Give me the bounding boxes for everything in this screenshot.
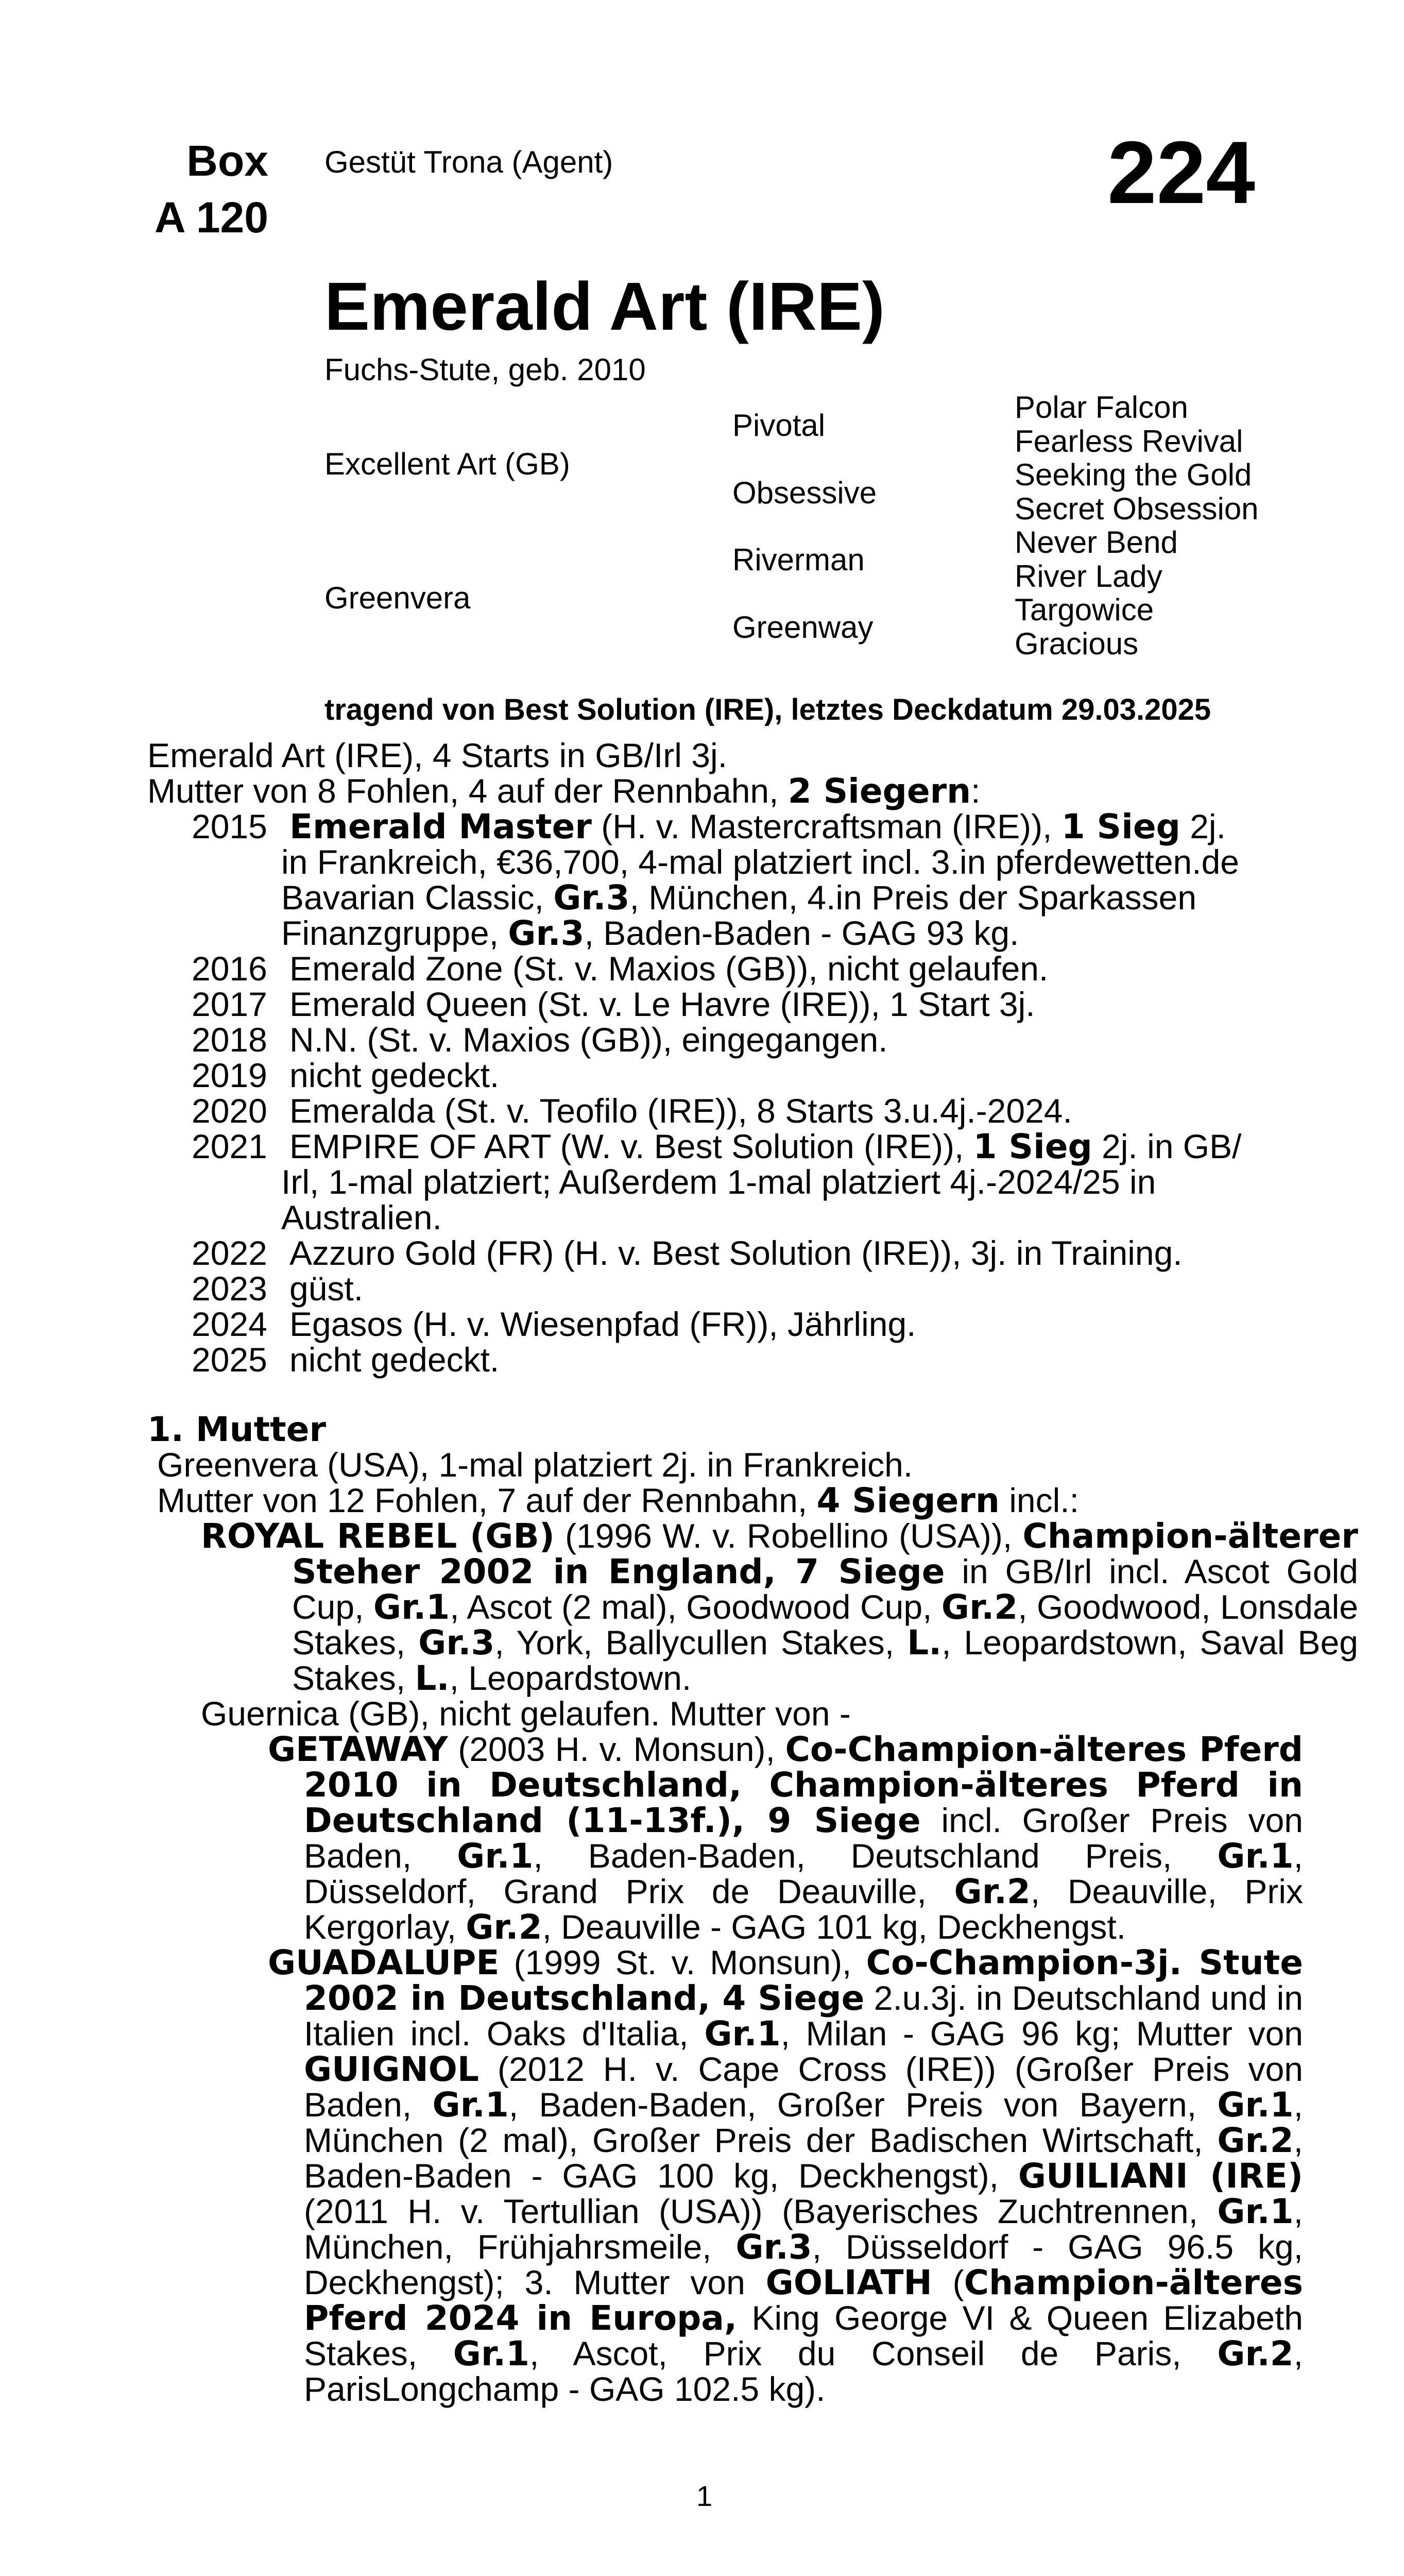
produce-entry-2015-line-3: Bavarian Classic, Gr.3, München, 4.in Preis der Sparkassen: [281, 878, 1197, 918]
mare-produce-summary: Mutter von 8 Fohlen, 4 auf der Rennbahn, 2 Siegern:: [147, 771, 981, 811]
guernica-record: Guernica (GB), nicht gelaufen. Mutter von -: [201, 1694, 851, 1733]
page-number: 1: [696, 2480, 713, 2512]
produce-entry-2021: EMPIRE OF ART (W. v. Best Solution (IRE)), 1 Sieg 2j. in GB/: [289, 1127, 1242, 1166]
first-dam-heading: 1. Mutter: [147, 1410, 327, 1449]
pedigree-sire-dam: Obsessive: [732, 476, 877, 510]
pedigree-ggp-4: Secret Obsession: [1015, 492, 1259, 526]
produce-entry-2023: güst.: [289, 1269, 364, 1308]
pedigree-sire: Excellent Art (GB): [324, 447, 570, 481]
produce-year: 2015: [192, 807, 267, 845]
getaway-entry: GETAWAY (2003 H. v. Monsun), Co-Champion-älteres Pferd 2010 in Deutschland, Champion-älteres Pferd in Deutschland (11-13f.), 9 Siege incl. Großer Preis von Baden, Gr.1, Baden-Baden, Deutschland Preis, Gr.1, Düsseldorf, Grand Prix de Deauville, Gr.2, Deauville, Prix Kergorlay, Gr.2, Deauville - GAG 101 kg, Deckhengst.: [268, 1730, 1303, 1947]
produce-entry-2021-line-2: Irl, 1-mal platziert; Außerdem 1-mal platziert 4j.-2024/25 in: [281, 1163, 1156, 1201]
horse-name: Emerald Art (IRE): [324, 268, 885, 344]
produce-entry-2015: Emerald Master (H. v. Mastercraftsman (IRE)), 1 Sieg 2j.: [289, 807, 1226, 846]
produce-year: 2016: [192, 950, 267, 988]
pedigree-ggp-6: River Lady: [1015, 559, 1162, 594]
royal-rebel-entry: ROYAL REBEL (GB) (1996 W. v. Robellino (USA)), Champion-älterer Steher 2002 in England, 7 Siege in GB/Irl incl. Ascot Gold Cup, Gr.1, Ascot (2 mal), Goodwood Cup, Gr.2, Goodwood, Lonsdale Stakes, Gr.3, York, Ballycullen Stakes, L., Leopardstown, Saval Beg Stakes, L., Leopardstown.: [201, 1516, 1359, 1698]
pedigree-ggp-5: Never Bend: [1015, 525, 1178, 560]
produce-horse-name: Emerald Master: [289, 807, 592, 846]
pedigree-ggp-2: Fearless Revival: [1015, 424, 1243, 459]
pedigree-dam: Greenvera: [324, 581, 471, 615]
produce-year: 2024: [192, 1305, 267, 1343]
first-dam-record: Greenvera (USA), 1-mal platziert 2j. in Frankreich.: [157, 1446, 913, 1484]
produce-entry-2021-line-3: Australien.: [281, 1198, 442, 1236]
produce-entry-2025: nicht gedeckt.: [289, 1341, 500, 1379]
produce-entry-2018: N.N. (St. v. Maxios (GB)), eingegangen.: [289, 1021, 888, 1059]
produce-entry-2017: Emerald Queen (St. v. Le Havre (IRE)), 1 Start 3j.: [289, 985, 1035, 1023]
pedigree-ggp-8: Gracious: [1015, 626, 1139, 661]
produce-year: 2017: [192, 985, 267, 1023]
produce-entry-2019: nicht gedeckt.: [289, 1056, 500, 1094]
mare-starts: Emerald Art (IRE), 4 Starts in GB/Irl 3j.: [147, 736, 727, 774]
royal-rebel-name: ROYAL REBEL (GB): [201, 1516, 555, 1556]
pedigree-ggp-3: Seeking the Gold: [1015, 457, 1252, 492]
guadalupe-name: GUADALUPE: [268, 1943, 500, 1982]
lot-number: 224: [1107, 123, 1255, 222]
produce-year: 2022: [192, 1234, 267, 1272]
mare-winners: 2 Siegern: [787, 771, 971, 811]
covering-info: tragend von Best Solution (IRE), letztes Deckdatum 29.03.2025: [324, 693, 1211, 726]
produce-entry-2015-line-4: Finanzgruppe, Gr.3, Baden-Baden - GAG 93 kg.: [281, 913, 1019, 953]
produce-entry-2022: Azzuro Gold (FR) (H. v. Best Solution (IRE)), 3j. in Training.: [289, 1234, 1183, 1272]
first-dam-produce: Mutter von 12 Fohlen, 7 auf der Rennbahn, 4 Siegern incl.:: [157, 1481, 1079, 1520]
produce-year: 2021: [192, 1127, 267, 1165]
produce-year: 2020: [192, 1092, 267, 1130]
produce-entry-2024: Egasos (H. v. Wiesenpfad (FR)), Jährling.: [289, 1305, 916, 1343]
pedigree-ggp-1: Polar Falcon: [1015, 390, 1188, 425]
getaway-name: GETAWAY: [268, 1730, 448, 1769]
pedigree-dam-sire: Riverman: [732, 543, 865, 577]
produce-year: 2023: [192, 1269, 267, 1308]
produce-year: 2018: [192, 1021, 267, 1059]
box-number: A 120: [154, 193, 268, 242]
box-label: Box: [186, 137, 268, 185]
produce-year: 2025: [192, 1341, 267, 1379]
produce-entry-2015-line-2: in Frankreich, €36,700, 4-mal platziert incl. 3.in pferdewetten.de: [281, 843, 1239, 881]
horse-description: Fuchs-Stute, geb. 2010: [324, 352, 646, 387]
produce-entry-2020: Emeralda (St. v. Teofilo (IRE)), 8 Starts 3.u.4j.-2024.: [289, 1092, 1072, 1130]
pedigree-sire-sire: Pivotal: [732, 408, 826, 443]
guadalupe-entry: GUADALUPE (1999 St. v. Monsun), Co-Champion-3j. Stute 2002 in Deutschland, 4 Siege 2.u.3j. in Deutschland und in Italien incl. Oaks d'Italia, Gr.1, Milan - GAG 96 kg; Mutter von GUIGNOL (2012 H. v. Cape Cross (IRE)) (Großer Preis von Baden, Gr.1, Baden-Baden, Großer Preis von Bayern, Gr.1, München (2 mal), Großer Preis der Badischen Wirtschaft, Gr.2, Baden-Baden - GAG 100 kg, Deckhengst), GUILIANI (IRE) (2011 H. v. Tertullian (USA)) (Bayerisches Zuchtrennen, Gr.1, München, Frühjahrsmeile, Gr.3, Düsseldorf - GAG 96.5 kg, Deckhengst); 3. Mutter von GOLIATH (Champion-älteres Pferd 2024 in Europa, King George VI & Queen Elizabeth Stakes, Gr.1, Ascot, Prix du Conseil de Paris, Gr.2, ParisLongchamp - GAG 102.5 kg).: [268, 1943, 1304, 2408]
produce-year: 2019: [192, 1056, 267, 1094]
consignor: Gestüt Trona (Agent): [324, 145, 613, 179]
pedigree-dam-dam: Greenway: [732, 610, 874, 645]
produce-entry-2016: Emerald Zone (St. v. Maxios (GB)), nicht gelaufen.: [289, 950, 1049, 988]
pedigree-ggp-7: Targowice: [1015, 592, 1154, 627]
